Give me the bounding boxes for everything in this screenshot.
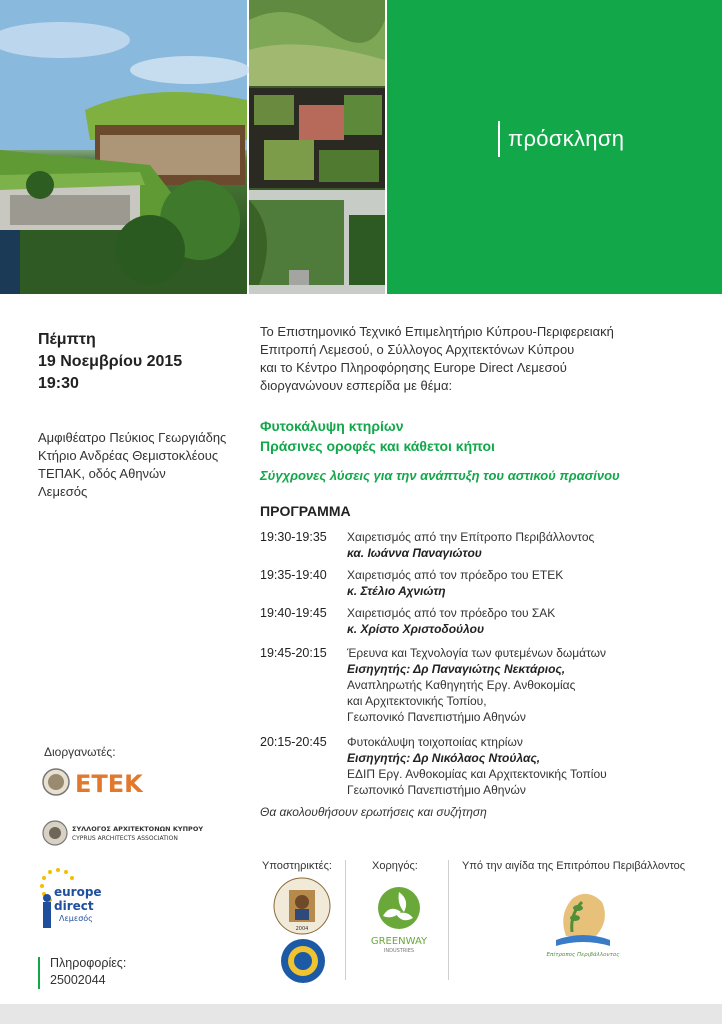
sponsor-divider <box>448 860 449 980</box>
greenway-emblem <box>364 884 434 954</box>
program-desc-text: Χαιρετισμός από τον πρόεδρο του ΣΑΚ <box>347 606 556 620</box>
ed-word-direct: direct <box>54 899 94 913</box>
sponsor-divider <box>345 860 346 980</box>
event-date: 19 Νοεμβρίου 2015 <box>38 353 183 370</box>
program-time: 20:15-20:45 <box>260 735 327 749</box>
program-time: 19:35-19:40 <box>260 568 327 582</box>
supporters-label: Υποστηρικτές: <box>262 860 332 872</box>
green-roof-house-photo <box>0 0 247 294</box>
program-speaker-title: Αναπληρωτής Καθηγητής Εργ. Ανθοκομίας <box>347 678 576 692</box>
intro-line: και το Κέντρο Πληροφόρησης Europe Direct Λεμεσού <box>260 360 567 375</box>
program-speaker-title: και Αρχιτεκτονικής Τοπίου, <box>347 694 487 708</box>
program-description <box>347 529 677 561</box>
program-speaker: Εισηγητής: Δρ Νικόλαος Ντούλας, <box>347 751 541 765</box>
venue-line: Αμφιθέατρο Πεύκιος Γεωργιάδης <box>38 430 227 445</box>
etek-wordmark: ΕΤΕΚ <box>75 770 143 798</box>
greenway-subtitle: INDUSTRIES <box>383 948 415 954</box>
program-description <box>347 605 677 637</box>
info-label: Πληροφορίες: <box>50 956 127 970</box>
aegis-label: Υπό την αιγίδα της Επιτρόπου Περιβάλλοντος <box>462 860 686 872</box>
venue-line: Κτήριο Ανδρέας Θεμιστοκλέους <box>38 448 219 463</box>
sak-name-greek: ΣΥΛΛΟΓΟΣ ΑΡΧΙΤΕΚΤΟΝΩΝ ΚΥΠΡΟΥ <box>72 825 204 833</box>
topic-line-2: Πράσινες οροφές και κάθετοι κήποι <box>260 438 495 454</box>
ed-city: Λεμεσός <box>59 914 93 923</box>
program-speaker-title: Γεωπονικό Πανεπιστήμιο Αθηνών <box>347 710 526 724</box>
event-date-block <box>38 329 182 395</box>
program-desc-text: Χαιρετισμός από τον πρόεδρο του ΕΤΕΚ <box>347 568 564 582</box>
event-day: Πέμπτη <box>38 331 96 348</box>
environment-commissioner-logo <box>548 884 618 960</box>
municipality-emblem <box>280 938 326 984</box>
program-description <box>347 734 677 798</box>
invite-heading: πρόσκληση <box>508 126 625 151</box>
venue-address <box>38 429 226 501</box>
sak-name-english: CYPRUS ARCHITECTS ASSOCIATION <box>72 835 178 842</box>
topic-subtitle: Σύγχρονες λύσεις για την ανάπτυξη του αστικού πρασίνου <box>260 468 620 483</box>
info-phone-number: 25002044 <box>50 973 106 987</box>
intro-line: Επιτροπή Λεμεσού, ο Σύλλογος Αρχιτεκτόνων Κύπρου <box>260 342 575 357</box>
program-time: 19:40-19:45 <box>260 606 327 620</box>
event-time: 19:30 <box>38 375 79 392</box>
etek-emblem <box>42 766 162 798</box>
venue-line: Λεμεσός <box>38 484 88 499</box>
program-desc-text: Φυτοκάλυψη τοιχοποιίας κτηρίων <box>347 735 523 749</box>
venue-line: ΤΕΠΑΚ, οδός Αθηνών <box>38 466 166 481</box>
intro-line: Το Επιστημονικό Τεχνικό Επιμελητήριο Κύπρου-Περιφερειακή <box>260 324 614 339</box>
program-title: ΠΡΟΓΡΑΜΜΑ <box>260 503 351 519</box>
program-closing-note: Θα ακολουθήσουν ερωτήσεις και συζήτηση <box>260 805 487 819</box>
invite-divider-bar <box>498 121 500 157</box>
europe-direct-logo <box>40 866 115 934</box>
environment-caption: Επίτροπος Περιβάλλοντος <box>546 952 620 958</box>
tepak-emblem <box>272 876 332 936</box>
program-speaker-title: Γεωπονικό Πανεπιστήμιο Αθηνών <box>347 783 526 797</box>
program-description <box>347 567 677 599</box>
municipality-logo <box>280 938 326 984</box>
program-description <box>347 645 677 725</box>
greenway-name: GREENWAY <box>370 936 428 947</box>
program-desc-text: Έρευνα και Τεχνολογία των φυτεμένων δωμάτων <box>347 646 607 660</box>
program-speaker: Εισηγητής: Δρ Παναγιώτης Νεκτάριος, <box>347 662 566 676</box>
program-desc-text: Χαιρετισμός από την Επίτροπο Περιβάλλοντος <box>347 530 595 544</box>
program-speaker: κα. Ιωάννα Παναγιώτου <box>347 546 482 560</box>
etek-logo <box>42 766 162 798</box>
vertical-garden-illustration <box>249 0 385 294</box>
organizers-label: Διοργανωτές: <box>44 745 116 759</box>
intro-text <box>260 323 680 395</box>
sak-emblem <box>42 818 204 848</box>
topic-line-1: Φυτοκάλυψη κτηρίων <box>260 418 404 434</box>
program-speaker: κ. Χρίστο Χριστοδούλου <box>347 622 485 636</box>
program-time: 19:45-20:15 <box>260 646 327 660</box>
greenway-logo <box>364 884 434 954</box>
footer-bar <box>0 1004 722 1024</box>
event-topic <box>260 416 495 456</box>
europe-direct-emblem <box>40 866 115 934</box>
house-illustration <box>0 0 247 294</box>
tepak-logo <box>272 876 332 936</box>
program-speaker-title: ΕΔΙΠ Εργ. Ανθοκομίας και Αρχιτεκτονικής Τοπίου <box>347 767 607 781</box>
program-time: 19:30-19:35 <box>260 530 327 544</box>
info-accent-bar <box>38 957 40 989</box>
vertical-garden-photos <box>249 0 385 294</box>
environment-emblem <box>548 884 618 960</box>
intro-line: διοργανώνουν εσπερίδα με θέμα: <box>260 378 453 393</box>
sak-logo <box>42 818 204 848</box>
ed-word-europe: europe <box>54 885 102 899</box>
sponsor-label: Χορηγός: <box>372 860 418 872</box>
program-speaker: κ. Στέλιο Αχνιώτη <box>347 584 446 598</box>
tepak-year: 2004 <box>295 926 309 932</box>
